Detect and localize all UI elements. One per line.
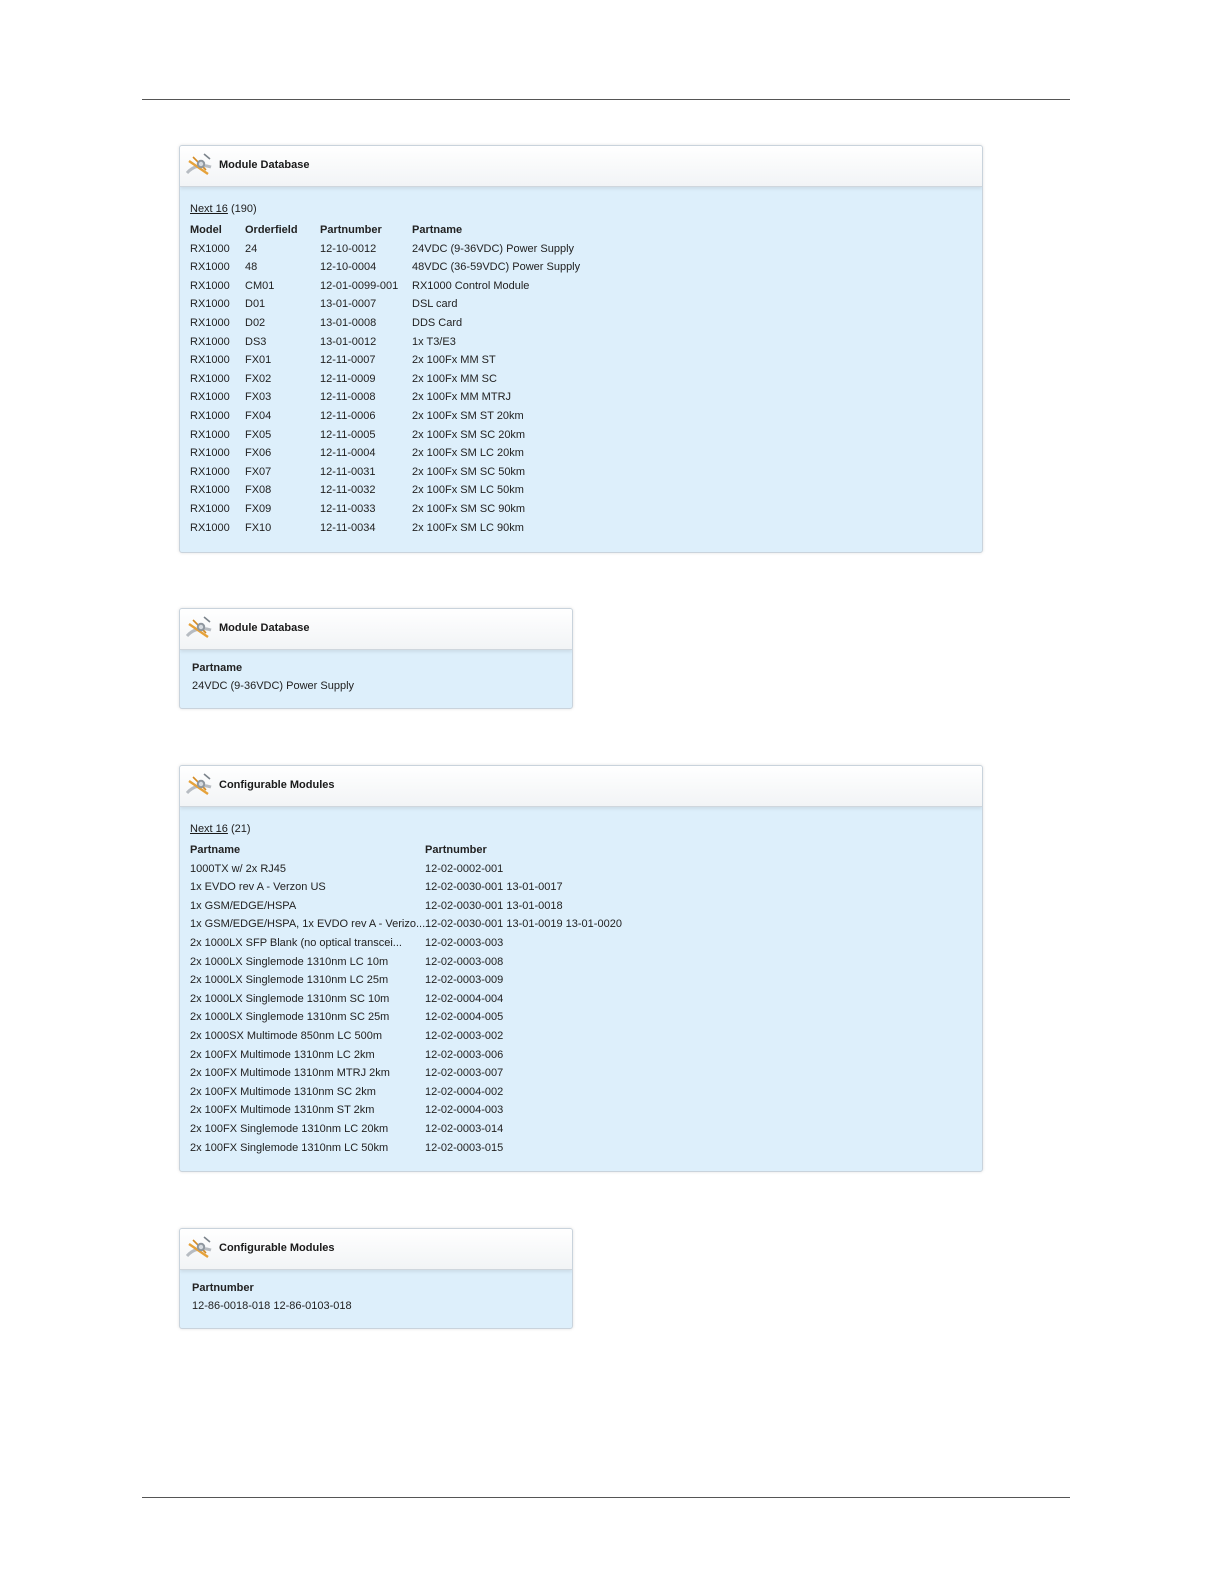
table-cell: 2x 1000SX Multimode 850nm LC 500m (190, 1029, 382, 1042)
table-cell: RX1000 (190, 391, 230, 404)
table-cell: RX1000 (190, 484, 230, 497)
table-cell: 2x 100Fx SM LC 50km (412, 484, 524, 497)
column-header: Model (190, 224, 222, 236)
table-cell: 24VDC (9-36VDC) Power Supply (412, 242, 575, 255)
detail-label: Partname (192, 662, 243, 674)
column-header: Partname (412, 224, 463, 236)
table-cell: RX1000 (190, 261, 230, 274)
next-page-link[interactable]: Next 16 (190, 203, 228, 215)
panel-header (180, 609, 572, 650)
table-cell: FX10 (245, 521, 272, 534)
table-cell: RX1000 (190, 502, 230, 515)
table-cell: RX1000 (190, 354, 230, 367)
table-cell: 12-02-0003-006 (425, 1048, 504, 1061)
pager (190, 203, 257, 215)
table-cell: 12-11-0032 (320, 484, 376, 497)
table-cell: 2x 1000LX SFP Blank (no optical transcei... (190, 936, 402, 949)
panel-header (180, 146, 982, 187)
column-header: Partnumber (425, 844, 487, 856)
table-cell: 12-11-0033 (320, 502, 376, 515)
table-cell: 2x 100FX Multimode 1310nm LC 2km (190, 1048, 375, 1061)
panel-title: Configurable Modules (219, 1242, 335, 1254)
table-cell: 12-11-0031 (320, 465, 376, 478)
column-header: Orderfield (245, 224, 298, 236)
table-cell: 12-11-0005 (320, 428, 376, 441)
table-cell: 12-11-0007 (320, 354, 376, 367)
satellite-icon (184, 1233, 214, 1263)
table-cell: DSL card (412, 298, 458, 311)
table-cell: 2x 100Fx MM MTRJ (412, 391, 512, 404)
panel-header (180, 1229, 572, 1270)
table-cell: RX1000 (190, 447, 230, 460)
table-cell: 2x 1000LX Singlemode 1310nm LC 10m (190, 955, 389, 968)
table-cell: 2x 100Fx SM LC 90km (412, 521, 524, 534)
table-cell: 12-02-0030-001 13-01-0017 (425, 881, 563, 894)
table-cell: 12-11-0009 (320, 372, 376, 385)
satellite-icon (184, 613, 214, 643)
table-cell: 2x 100Fx SM SC 20km (412, 428, 526, 441)
table-cell: 13-01-0007 (320, 298, 377, 311)
table-cell: 13-01-0008 (320, 316, 377, 329)
detail-value: 12-86-0018-018 12-86-0103-018 (192, 1300, 352, 1312)
table-cell: D02 (245, 316, 266, 329)
table-cell: 12-02-0003-008 (425, 955, 504, 968)
table-cell: 12-11-0034 (320, 521, 376, 534)
next-page-link[interactable]: Next 16 (190, 823, 228, 835)
table-cell: RX1000 (190, 428, 230, 441)
table-cell: 12-11-0004 (320, 447, 376, 460)
table-cell: DDS Card (412, 316, 463, 329)
table-cell: 2x 100Fx MM SC (412, 372, 497, 385)
table-cell: 1x T3/E3 (412, 335, 456, 348)
table-cell: 12-02-0004-002 (425, 1085, 504, 1098)
table-cell: RX1000 (190, 316, 230, 329)
table-cell: 2x 100Fx MM ST (412, 354, 496, 367)
table-cell: 2x 100Fx SM SC 90km (412, 502, 526, 515)
table-cell: 2x 100Fx SM LC 20km (412, 447, 524, 460)
table-cell: CM01 (245, 279, 275, 292)
pager (190, 823, 251, 835)
table-cell: 12-11-0008 (320, 391, 376, 404)
satellite-icon (184, 150, 214, 180)
table-cell: 1x GSM/EDGE/HSPA (190, 899, 297, 912)
table-cell: RX1000 (190, 242, 230, 255)
module-database-detail-panel (179, 608, 573, 709)
table-cell: RX1000 (190, 465, 230, 478)
satellite-icon (184, 770, 214, 800)
table-cell: 12-10-0012 (320, 242, 377, 255)
configurable-modules-panel (179, 765, 983, 1172)
table-cell: 2x 1000LX Singlemode 1310nm SC 10m (190, 992, 390, 1005)
table-cell: 2x 100FX Multimode 1310nm SC 2km (190, 1085, 376, 1098)
table-cell: RX1000 (190, 409, 230, 422)
detail-value: 24VDC (9-36VDC) Power Supply (192, 680, 355, 692)
table-cell: 12-02-0030-001 13-01-0018 (425, 899, 563, 912)
table-cell: 12-02-0003-014 (425, 1122, 504, 1135)
table-cell: 12-02-0003-007 (425, 1067, 504, 1080)
result-count: (190) (230, 203, 257, 215)
detail-label: Partnumber (192, 1282, 254, 1294)
table-cell: 12-02-0004-003 (425, 1104, 504, 1117)
table-cell: 12-02-0030-001 13-01-0019 13-01-0020 (425, 918, 622, 931)
table-cell: RX1000 (190, 298, 230, 311)
panel-title: Module Database (219, 159, 310, 171)
panel-header (180, 766, 982, 807)
table-cell: 12-10-0004 (320, 261, 377, 274)
table-cell: 12-01-0099-001 (320, 279, 399, 292)
table-cell: RX1000 (190, 521, 230, 534)
table-cell: 2x 100FX Singlemode 1310nm LC 50km (190, 1141, 389, 1154)
table-cell: 12-02-0003-015 (425, 1141, 504, 1154)
table-cell: 1000TX w/ 2x RJ45 (190, 862, 286, 875)
table-cell: 2x 100Fx SM SC 50km (412, 465, 526, 478)
table-cell: 2x 100Fx SM ST 20km (412, 409, 524, 422)
table-cell: RX1000 (190, 372, 230, 385)
configurable-modules-detail-panel (179, 1228, 573, 1329)
result-count: (21) (230, 823, 251, 835)
table-cell: FX04 (245, 409, 272, 422)
table-cell: 48VDC (36-59VDC) Power Supply (412, 261, 581, 274)
table-cell: 2x 1000LX Singlemode 1310nm SC 25m (190, 1011, 390, 1024)
table-cell: RX1000 Control Module (412, 279, 530, 292)
table-cell: FX08 (245, 484, 272, 497)
table-cell: 2x 100FX Multimode 1310nm MTRJ 2km (190, 1067, 390, 1080)
table-cell: 1x GSM/EDGE/HSPA, 1x EVDO rev A - Verizo... (190, 918, 426, 931)
column-header: Partname (190, 844, 241, 856)
table-cell: 12-02-0003-002 (425, 1029, 504, 1042)
table-cell: 12-02-0004-005 (425, 1011, 504, 1024)
table-cell: FX02 (245, 372, 272, 385)
table-cell: 2x 1000LX Singlemode 1310nm LC 25m (190, 974, 389, 987)
table-cell: FX09 (245, 502, 272, 515)
panel-title: Configurable Modules (219, 779, 335, 791)
table-cell: 2x 100FX Singlemode 1310nm LC 20km (190, 1122, 389, 1135)
table-cell: RX1000 (190, 335, 230, 348)
table-cell: FX07 (245, 465, 272, 478)
column-header: Partnumber (320, 224, 382, 236)
table-cell: FX01 (245, 354, 272, 367)
page-top-rule (142, 99, 1070, 100)
table-cell: 13-01-0012 (320, 335, 377, 348)
table-cell: 12-02-0004-004 (425, 992, 504, 1005)
table-cell: 2x 100FX Multimode 1310nm ST 2km (190, 1104, 375, 1117)
page-bottom-rule (142, 1497, 1070, 1498)
table-cell: 12-02-0002-001 (425, 862, 504, 875)
table-cell: D01 (245, 298, 266, 311)
table-cell: FX03 (245, 391, 272, 404)
table-cell: FX06 (245, 447, 272, 460)
table-cell: FX05 (245, 428, 272, 441)
table-cell: 1x EVDO rev A - Verzon US (190, 881, 326, 894)
table-cell: 24 (245, 242, 258, 255)
table-cell: 48 (245, 261, 258, 274)
table-cell: 12-02-0003-009 (425, 974, 504, 987)
table-cell: DS3 (245, 335, 267, 348)
table-cell: RX1000 (190, 279, 230, 292)
table-cell: 12-11-0006 (320, 409, 376, 422)
module-database-panel (179, 145, 983, 553)
table-cell: 12-02-0003-003 (425, 936, 504, 949)
panel-title: Module Database (219, 622, 310, 634)
